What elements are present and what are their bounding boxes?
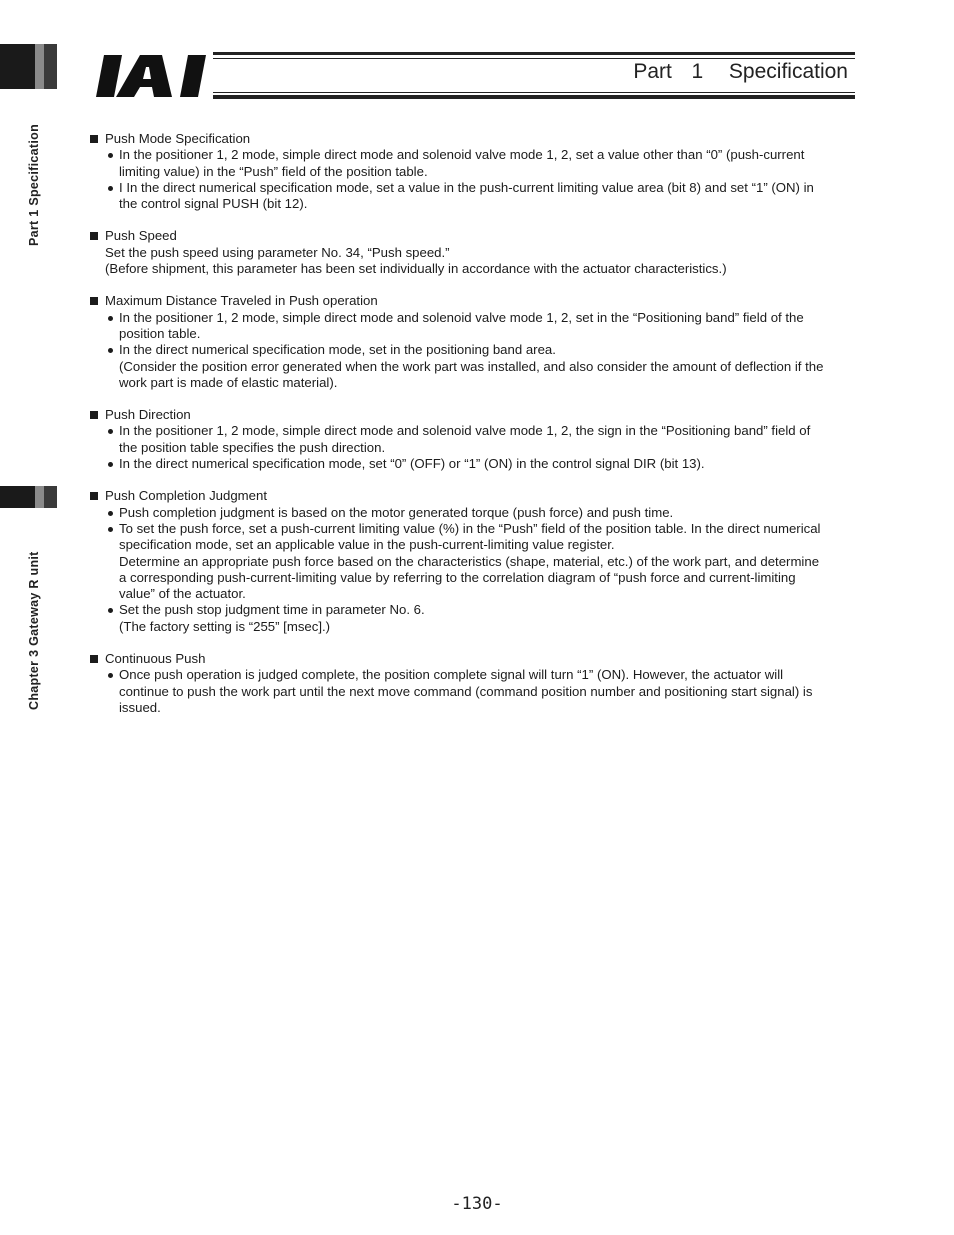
bullet-item	[90, 456, 870, 472]
iai-logo	[96, 53, 216, 99]
part-title: Specification	[728, 60, 848, 83]
text-line: specification mode, set an applicable value in the push-current-limiting value register.	[119, 537, 615, 553]
section-heading-text: Push Direction	[105, 407, 191, 423]
part-label: Part	[633, 60, 672, 83]
side-tab-part-marker	[0, 44, 57, 89]
text-line: continue to push the work part until the next move command (command position number and positioning start signal) is	[119, 683, 813, 699]
text-line: value” of the actuator.	[119, 586, 246, 602]
section	[90, 293, 870, 391]
text-line: Determine an appropriate push force based on the characteristics (shape, material, etc.) of the work part, and determine	[119, 553, 820, 569]
text-line: To set the push force, set a push-current limiting value (%) in the “Push” field of the position table. In the direct numerical	[119, 520, 821, 536]
square-bullet-icon	[90, 492, 98, 500]
section-heading	[90, 131, 870, 147]
section	[90, 651, 870, 716]
bullet-dot-icon	[108, 527, 113, 532]
paragraph	[90, 245, 870, 278]
text-line: Set the push stop judgment time in parameter No. 6.	[119, 602, 425, 618]
section-heading	[90, 293, 870, 309]
bullet-dot-icon	[108, 511, 113, 516]
text-line: In the positioner 1, 2 mode, simple direct mode and solenoid valve mode 1, 2, set a value other than “0” (push-current	[119, 147, 805, 163]
bullet-item	[90, 521, 870, 602]
section-heading	[90, 407, 870, 423]
square-bullet-icon	[90, 232, 98, 240]
text-line: (Before shipment, this parameter has been set individually in accordance with the actuator characteristics.)	[105, 261, 727, 277]
bullet-dot-icon	[108, 429, 113, 434]
text-line: Push completion judgment is based on the motor generated torque (push force) and push time.	[119, 504, 674, 520]
bullet-dot-icon	[108, 673, 113, 678]
text-line: a corresponding push-current-limiting value by referring to the correlation diagram of “push force and current-limiting	[119, 569, 796, 585]
section-heading-text: Push Completion Judgment	[105, 488, 268, 504]
section	[90, 488, 870, 635]
bullet-item	[90, 423, 870, 456]
section-heading	[90, 651, 870, 667]
bullet-dot-icon	[108, 316, 113, 321]
part-number: 1	[691, 60, 704, 83]
text-line: (Consider the position error generated when the work part was installed, and also consider the amount of deflection if the	[119, 358, 824, 374]
text-line: work part is made of elastic material).	[119, 374, 338, 390]
text-line: Set the push speed using parameter No. 34, “Push speed.”	[105, 244, 450, 260]
bullet-dot-icon	[108, 462, 113, 467]
side-tab-chapter-marker	[0, 486, 57, 508]
section-heading	[90, 228, 870, 244]
text-line: the position table specifies the push direction.	[119, 439, 386, 455]
text-line: In the positioner 1, 2 mode, simple direct mode and solenoid valve mode 1, 2, the sign in the “Positioning band” field of	[119, 423, 811, 439]
bullet-item	[90, 310, 870, 343]
bullet-dot-icon	[108, 186, 113, 191]
section	[90, 407, 870, 472]
bullet-dot-icon	[108, 153, 113, 158]
text-line: limiting value) in the “Push” field of the position table.	[119, 163, 428, 179]
side-label-part: Part 1 Specification	[27, 123, 41, 246]
page-header-title	[633, 60, 848, 84]
section	[90, 228, 870, 277]
text-line: In the positioner 1, 2 mode, simple direct mode and solenoid valve mode 1, 2, set in the “Positioning band” field of the	[119, 309, 804, 325]
square-bullet-icon	[90, 135, 98, 143]
bullet-dot-icon	[108, 608, 113, 613]
section-heading-text: Push Speed	[105, 228, 177, 244]
bullet-item	[90, 342, 870, 391]
document-body	[90, 131, 870, 732]
text-line: issued.	[119, 699, 161, 715]
section-heading-text: Push Mode Specification	[105, 131, 251, 146]
section	[90, 131, 870, 212]
bullet-item	[90, 667, 870, 716]
section-heading-text: Continuous Push	[105, 651, 206, 667]
text-line: I In the direct numerical specification mode, set a value in the push-current limiting value area (bit 8) and set “1” (ON) in	[119, 179, 814, 195]
text-line: the control signal PUSH (bit 12).	[119, 196, 308, 212]
section-heading-text: Maximum Distance Traveled in Push operation	[105, 293, 378, 309]
bullet-item	[90, 505, 870, 521]
text-line: Once push operation is judged complete, the position complete signal will turn “1” (ON). However, the actuator will	[119, 667, 784, 683]
bullet-item	[90, 180, 870, 213]
bullet-dot-icon	[108, 348, 113, 353]
section-heading	[90, 488, 870, 504]
bullet-item	[90, 147, 870, 180]
text-line: In the direct numerical specification mode, set in the positioning band area.	[119, 342, 556, 358]
text-line: In the direct numerical specification mode, set “0” (OFF) or “1” (ON) in the control signal DIR (bit 13).	[119, 456, 705, 472]
text-line: position table.	[119, 325, 201, 341]
side-label-chapter: Chapter 3 Gateway R unit	[27, 551, 41, 710]
square-bullet-icon	[90, 297, 98, 305]
page-number: -130-	[451, 1194, 503, 1214]
bullet-item	[90, 602, 870, 635]
square-bullet-icon	[90, 411, 98, 419]
text-line: (The factory setting is “255” [msec].)	[119, 618, 331, 634]
square-bullet-icon	[90, 655, 98, 663]
